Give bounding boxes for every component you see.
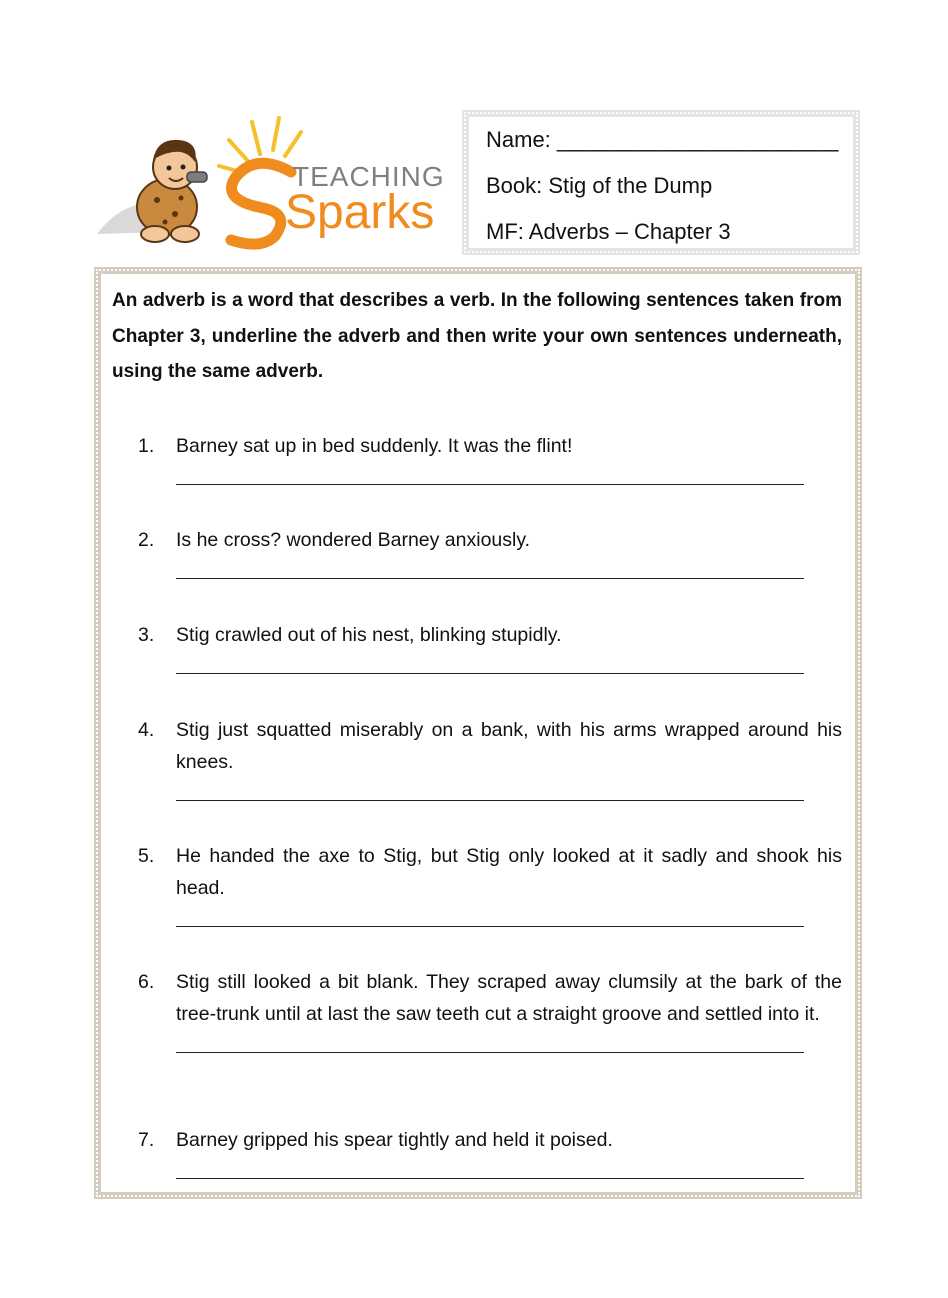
answer-line[interactable]: [176, 1178, 804, 1179]
question-item: [138, 524, 842, 579]
answer-line[interactable]: [176, 578, 804, 579]
caveman-boy-icon: [137, 140, 207, 242]
focus-label: MF: Adverbs – Chapter 3: [486, 219, 731, 244]
logo-text-teaching: TEACHING: [292, 161, 445, 192]
question-item: [138, 619, 842, 674]
question-number: 1.: [138, 435, 155, 457]
answer-line[interactable]: [176, 673, 804, 674]
question-text: Stig still looked a bit blank. They scraped away clumsily at the bark of the tree-trunk until at last the saw teeth cut a straight groove and settled into it.: [176, 971, 842, 1025]
question-number: 7.: [138, 1129, 155, 1151]
logo-text-sparks: Sparks: [285, 186, 435, 239]
book-title-label: Book: Stig of the Dump: [486, 173, 713, 198]
answer-line[interactable]: [176, 484, 804, 485]
instructions: An adverb is a word that describes a verb. In the following sentences taken from Chapter 3, underline the adverb and then write your own sentences underneath, using the same adverb.: [112, 290, 842, 382]
question-text: Is he cross? wondered Barney anxiously.: [176, 529, 531, 551]
question-text: Barney gripped his spear tightly and held it poised.: [176, 1129, 613, 1151]
question-number: 6.: [138, 971, 155, 993]
student-info-box: [462, 110, 860, 255]
question-item: [138, 966, 842, 1053]
question-item: [138, 1124, 842, 1179]
question-text: Stig crawled out of his nest, blinking stupidly.: [176, 624, 562, 646]
question-number: 5.: [138, 845, 155, 867]
worksheet-box: [94, 267, 862, 1199]
question-text: He handed the axe to Stig, but Stig only looked at it sadly and shook his head.: [176, 845, 842, 899]
question-item: [138, 714, 842, 801]
question-number: 4.: [138, 719, 155, 741]
answer-line[interactable]: [176, 800, 804, 801]
question-number: 2.: [138, 529, 155, 551]
question-number: 3.: [138, 624, 155, 646]
question-item: [138, 430, 842, 485]
name-field-label[interactable]: Name: _______________________: [486, 127, 839, 152]
answer-line[interactable]: [176, 926, 804, 927]
question-text: Stig just squatted miserably on a bank, with his arms wrapped around his knees.: [176, 719, 842, 773]
answer-line[interactable]: [176, 1052, 804, 1053]
question-item: [138, 840, 842, 927]
question-text: Barney sat up in bed suddenly. It was the flint!: [176, 435, 573, 457]
logo-graphic: [95, 112, 450, 252]
teaching-sparks-logo: [95, 112, 450, 252]
